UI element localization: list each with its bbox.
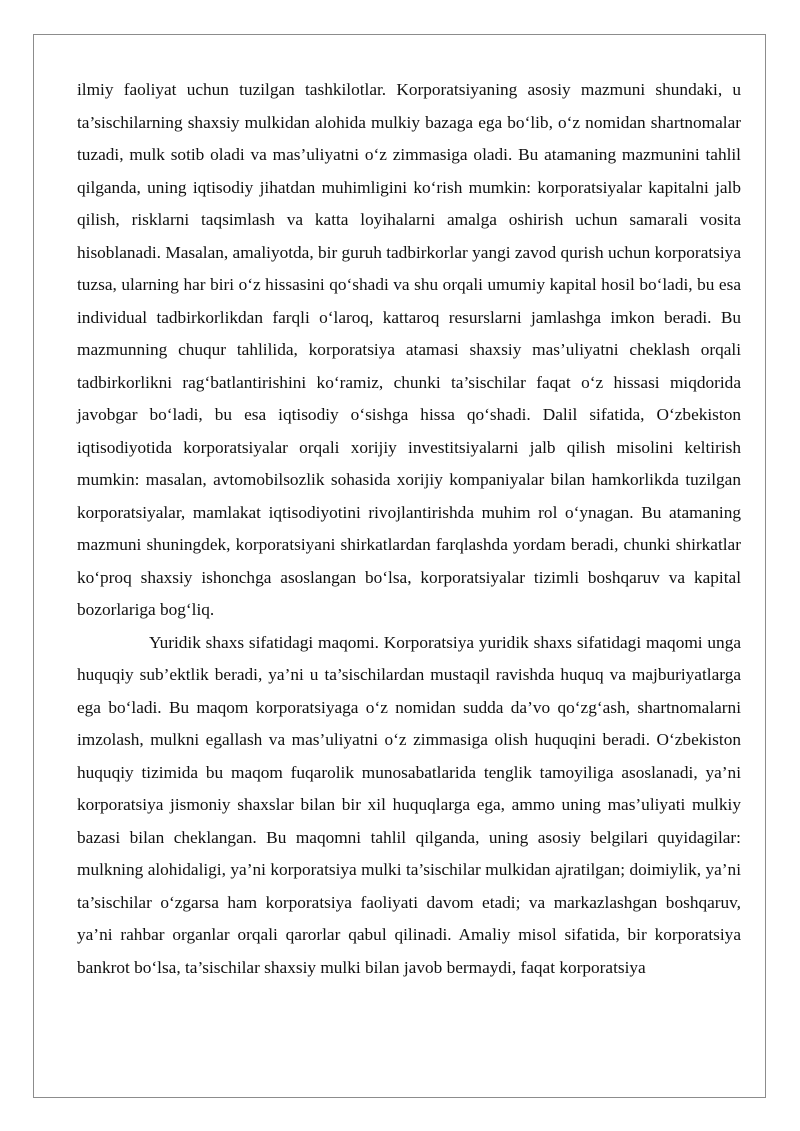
document-body bbox=[77, 74, 741, 984]
paragraph-legal-entity-status: Yuridik shaxs sifatidagi maqomi. Korporatsiya yuridik shaxs sifatidagi maqomi unga huquqiy sub’ektlik beradi, ya’ni u ta’sischilardan mustaqil ravishda huquq va majburiyatlarga ega bo‘ladi. Bu maqom korporatsiyaga o‘z nomidan sudda da’vo qo‘zg‘ash, shartnomalarni imzolash, mulkni egallash va mas’uliyatni o‘z zimmasiga olish huquqini beradi. O‘zbekiston huquqiy tizimida bu maqom fuqarolik munosabatlarida tenglik tamoyiliga asoslanadi, ya’ni korporatsiya jismoniy shaxslar bilan bir xil huquqlarga ega, ammo uning mas’uliyati mulkiy bazasi bilan cheklangan. Bu maqomni tahlil qilganda, uning asosiy belgilari quyidagilar: mulkning alohidaligi, ya’ni korporatsiya mulki ta’sischilar mulkidan ajratilgan; doimiylik, ya’ni ta’sischilar o‘zgarsa ham korporatsiya faoliyati davom etadi; va markazlashgan boshqaruv, ya’ni rahbar organlar orqali qarorlar qabul qilinadi. Amaliy misol sifatida, bir korporatsiya bankrot bo‘lsa, ta’sischilar shaxsiy mulki bilan javob bermaydi, faqat korporatsiya bbox=[77, 632, 741, 977]
paragraph-continuation: ilmiy faoliyat uchun tuzilgan tashkilotlar. Korporatsiyaning asosiy mazmuni shundaki, u ta’sischilarning shaxsiy mulkidan alohida mulkiy bazaga ega bo‘lib, o‘z nomidan shartnomalar tuzadi, mulk sotib oladi va mas’uliyatni o‘z zimmasiga oladi. Bu atamaning mazmunini tahlil qilganda, uning iqtisodiy jihatdan muhimligini ko‘rish mumkin: korporatsiyalar kapitalni jalb qilish, risklarni taqsimlash va katta loyihalarni amalga oshirish uchun samarali vosita hisoblanadi. Masalan, amaliyotda, bir guruh tadbirkorlar yangi zavod qurish uchun korporatsiya tuzsa, ularning har biri o‘z hissasini qo‘shadi va shu orqali umumiy kapital hosil bo‘ladi, bu esa individual tadbirkorlikdan farqli o‘laroq, kattaroq resurslarni jamlashga imkon beradi. Bu mazmunning chuqur tahlilida, korporatsiya atamasi shaxsiy mas’uliyatni cheklash orqali tadbirkorlikni rag‘batlantirishini ko‘ramiz, chunki ta’sischilar faqat o‘z hissasi miqdorida javobgar bo‘ladi, bu esa iqtisodiy o‘sishga hissa qo‘shadi. Dalil sifatida, O‘zbekiston iqtisodiyotida korporatsiyalar orqali xorijiy investitsiyalarni jalb qilish misolini keltirish mumkin: masalan, avtomobilsozlik sohasida xorijiy kompaniyalar bilan hamkorlikda tuzilgan korporatsiyalar, mamlakat iqtisodiyotini rivojlantirishda muhim rol o‘ynagan. Bu atamaning mazmuni shuningdek, korporatsiyani shirkatlardan farqlashda yordam beradi, chunki shirkatlar ko‘proq shaxsiy ishonchga asoslangan bo‘lsa, korporatsiyalar tizimli boshqaruv va kapital bozorlariga bog‘liq. bbox=[77, 80, 741, 619]
